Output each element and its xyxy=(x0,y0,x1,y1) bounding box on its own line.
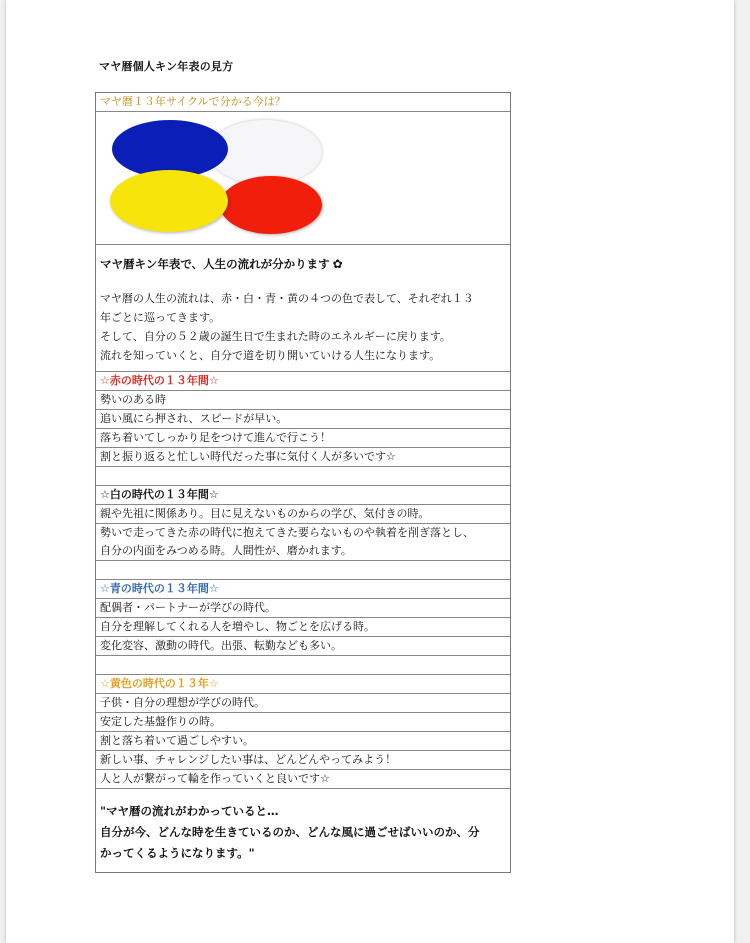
intro-block xyxy=(96,245,510,372)
red-circle xyxy=(220,176,322,234)
kin-chart-table xyxy=(95,92,511,873)
closing-message xyxy=(96,789,510,872)
closing-line: "マヤ暦の流れがわかっていると… xyxy=(100,804,279,818)
table-row: 親や先祖に関係あり。目に見えないものからの学び、気付きの時。 xyxy=(96,505,510,524)
color-circles-illustration xyxy=(96,112,510,245)
table-header: マヤ暦１３年サイクルで分かる今は？ xyxy=(96,93,510,112)
table-row: 子供・自分の理想が学びの時代。 xyxy=(96,694,510,713)
intro-line: そして、自分の５２歳の誕生日で生まれた時のエネルギーに戻ります。 xyxy=(100,330,451,343)
table-row: 人と人が繋がって輪を作っていくと良いです☆ xyxy=(96,770,510,789)
table-row: 割と振り返ると忙しい時代だった事に気付く人が多いです☆ xyxy=(96,448,510,467)
table-row: 配偶者・パートナーが学びの時代。 xyxy=(96,599,510,618)
closing-line: かってくるようになります。" xyxy=(100,846,255,860)
document-page xyxy=(6,0,734,943)
intro-line: 流れを知っていくと、自分で道を切り開いていける人生になります。 xyxy=(100,349,441,362)
table-row: 落ち着いてしっかり足をつけて進んで行こう！ xyxy=(96,429,510,448)
table-row: 割と落ち着いて過ごしやすい。 xyxy=(96,732,510,751)
table-row: 新しい事、チャレンジしたい事は、どんどんやってみよう！ xyxy=(96,751,510,770)
closing-line: 自分が今、どんな時を生きているのか、どんな風に過ごせばいいのか、分 xyxy=(100,825,480,839)
intro-heading: マヤ暦キン年表で、人生の流れが分かります ✿ xyxy=(100,257,343,271)
blank-row xyxy=(96,561,510,580)
table-row: 安定した基盤作りの時。 xyxy=(96,713,510,732)
yellow-circle xyxy=(110,170,228,232)
flower-icon: ✿ xyxy=(332,257,343,271)
document-title: マヤ暦個人キン年表の見方 xyxy=(99,60,234,73)
white-era-title: ☆白の時代の１３年間☆ xyxy=(96,486,510,505)
intro-line: マヤ暦の人生の流れは、赤・白・青・黄の４つの色で表して、それぞれ１３ xyxy=(100,292,474,305)
row-text: 自分の内面をみつめる時。人間性が、磨かれます。 xyxy=(100,544,352,557)
blank-row xyxy=(96,656,510,675)
intro-line: 年ごとに巡ってきます。 xyxy=(100,311,221,324)
table-row xyxy=(96,524,510,561)
row-text: 勢いで走ってきた赤の時代に抱えてきた要らないものや執着を削ぎ落とし、 xyxy=(100,526,474,539)
table-row: 追い風にら押され、スピードが早い。 xyxy=(96,410,510,429)
blue-era-title: ☆青の時代の１３年間☆ xyxy=(96,580,510,599)
table-row: 勢いのある時 xyxy=(96,391,510,410)
table-row: 変化変容、激動の時代。出張、転勤なども多い。 xyxy=(96,637,510,656)
yellow-era-title: ☆黄色の時代の１３年☆ xyxy=(96,675,510,694)
table-row: 自分を理解してくれる人を増やし、物ごとを広げる時。 xyxy=(96,618,510,637)
blank-row xyxy=(96,467,510,486)
red-era-title: ☆赤の時代の１３年間☆ xyxy=(96,372,510,391)
